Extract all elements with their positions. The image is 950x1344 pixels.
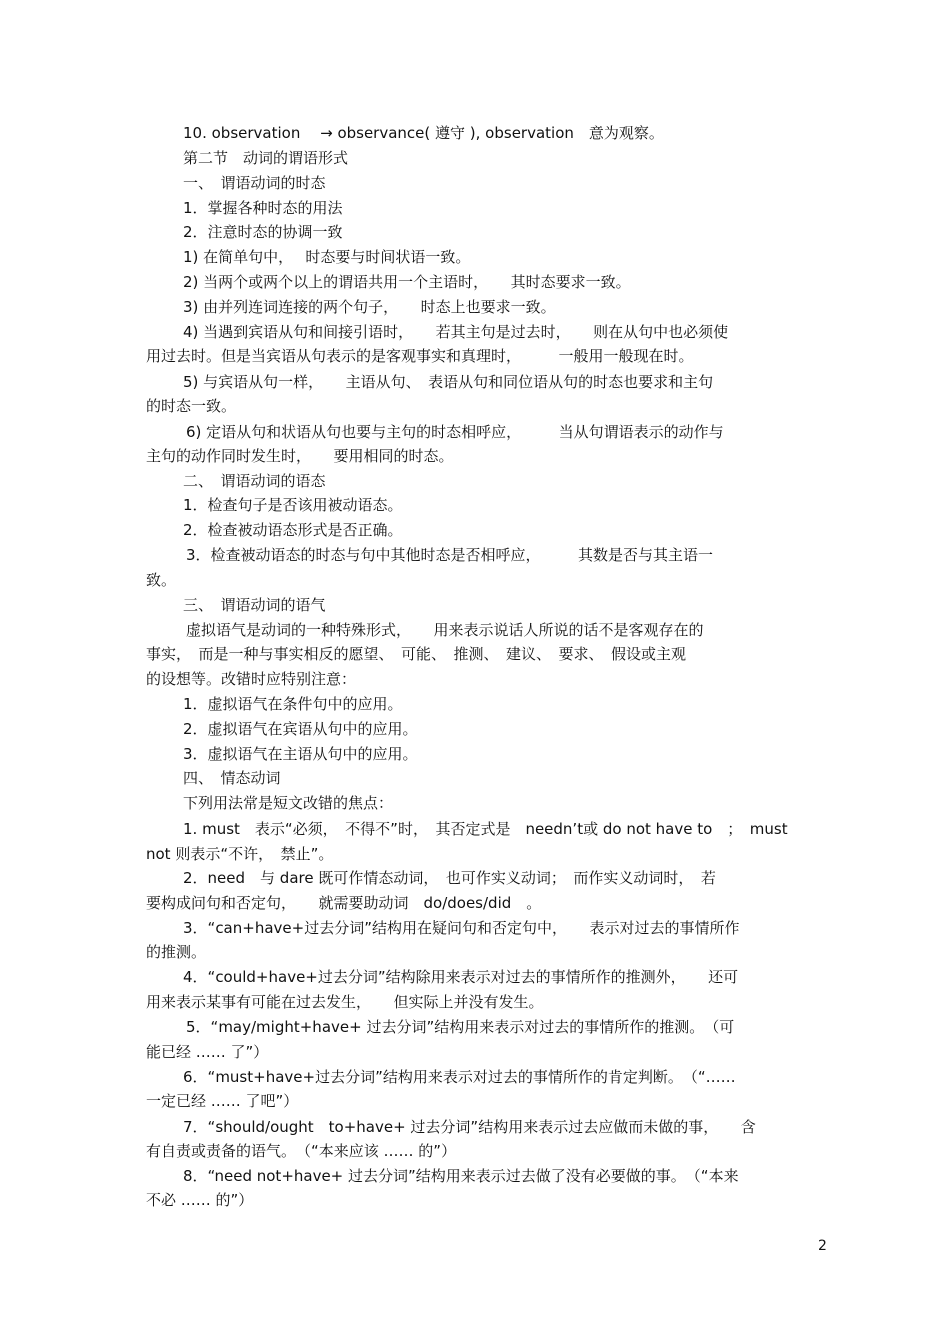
text-line: 的时态一致。 [146, 397, 237, 415]
text-line: 一定已经 …… 了吧”） [146, 1092, 299, 1110]
text-line: 4．“could+have+过去分词”结构除用来表示对过去的事情所作的推测外， 还可 [183, 968, 739, 986]
text-line: 用来表示某事有可能在过去发生， 但实际上并没有发生。 [146, 993, 544, 1011]
text-line: 虚拟语气是动词的一种特殊形式， 用来表示说话人所说的话不是客观存在的 [186, 621, 704, 639]
text-line: 有自责或责备的语气。 （“本来应该 …… 的”） [146, 1142, 457, 1160]
text-line: 2．注意时态的协调一致 [183, 223, 343, 241]
text-line: 主句的动作同时发生时， 要用相同的时态。 [146, 447, 454, 465]
text-line: 2．检查被动语态形式是否正确。 [183, 521, 403, 539]
text-line: 7．“should/ought to+have+ 过去分词”结构用来表示过去应做而未做的事， 含 [183, 1118, 756, 1136]
page-number: 2 [818, 1238, 827, 1254]
text-line: not 则表示“不许， 禁止”。 [146, 845, 334, 863]
text-line: 3) 由并列连词连接的两个句子， 时态上也要求一致。 [183, 298, 556, 316]
text-line: 致。 [146, 571, 177, 589]
text-line: 1) 在简单句中， 时态要与时间状语一致。 [183, 248, 471, 266]
text-line: 下列用法常是短文改错的焦点： [183, 794, 394, 812]
text-line: 1．虚拟语气在条件句中的应用。 [183, 695, 403, 713]
text-line: 事实， 而是一种与事实相反的愿望、 可能、 推测、 建议、 要求、 假设或主观 [146, 645, 687, 663]
text-line: 的设想等。改错时应特别注意： [146, 670, 357, 688]
text-line: 用过去时。但是当宾语从句表示的是客观事实和真理时， 一般用一般现在时。 [146, 347, 694, 365]
text-line: 2．need 与 dare 既可作情态动词， 也可作实义动词； 而作实义动词时， 若 [183, 869, 716, 887]
text-line: 不必 …… 的”） [146, 1191, 254, 1209]
text-line: 能已经 …… 了”） [146, 1043, 269, 1061]
text-line: 3．“can+have+过去分词”结构用在疑问句和否定句中， 表示对过去的事情所作 [183, 919, 740, 937]
text-line: 3．虚拟语气在主语从句中的应用。 [183, 745, 418, 763]
subsection-heading: 一、 谓语动词的时态 [183, 174, 326, 192]
text-line: 5．“may/might+have+ 过去分词”结构用来表示对过去的事情所作的推测。 （可 [186, 1018, 735, 1036]
text-line: 1. must 表示“必须， 不得不”时， 其否定式是 needn’t或 do not have to ； must [183, 820, 788, 838]
text-line: 1．掌握各种时态的用法 [183, 199, 343, 217]
text-line: 6) 定语从句和状语从句也要与主句的时态相呼应， 当从句谓语表示的动作与 [186, 423, 724, 441]
text-line: 8．“need not+have+ 过去分词”结构用来表示过去做了没有必要做的事。 （“本来 [183, 1167, 739, 1185]
text-line: 要构成问句和否定句， 就需要助动词 do/does/did 。 [146, 894, 542, 912]
text-line: 2．虚拟语气在宾语从句中的应用。 [183, 720, 418, 738]
text-line: 4) 当遇到宾语从句和间接引语时， 若其主句是过去时， 则在从句中也必须使 [183, 323, 729, 341]
text-line: 5) 与宾语从句一样， 主语从句、 表语从句和同位语从句的时态也要求和主句 [183, 373, 714, 391]
text-line: 2) 当两个或两个以上的谓语共用一个主语时， 其时态要求一致。 [183, 273, 631, 291]
subsection-heading: 四、 情态动词 [183, 769, 281, 787]
subsection-heading: 三、 谓语动词的语气 [183, 596, 326, 614]
section-heading: 第二节 动词的谓语形式 [183, 149, 349, 167]
text-line: 10. observation → observance( 遵守 ), observation 意为观察。 [183, 124, 664, 142]
text-line: 3．检查被动语态的时态与句中其他时态是否相呼应， 其数是否与其主语一 [186, 546, 714, 564]
text-line: 的推测。 [146, 943, 207, 961]
subsection-heading: 二、 谓语动词的语态 [183, 472, 326, 490]
text-line: 1．检查句子是否该用被动语态。 [183, 496, 403, 514]
text-line: 6．“must+have+过去分词”结构用来表示对过去的事情所作的肯定判断。 （“…… [183, 1068, 736, 1086]
